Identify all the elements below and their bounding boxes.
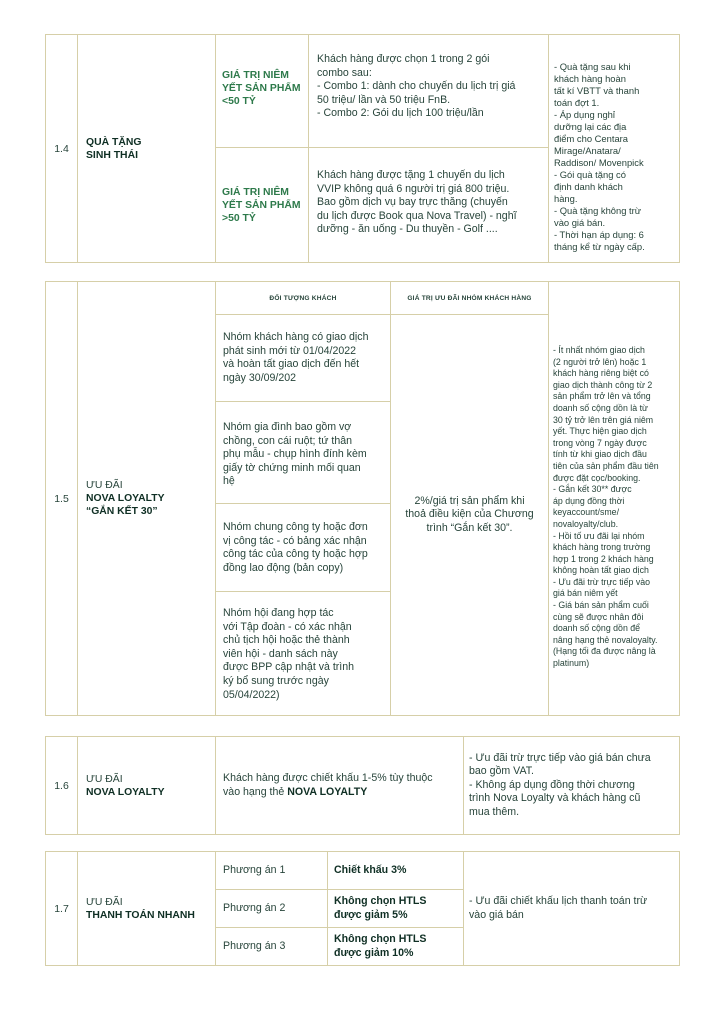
option-1-label: Phương án 1 (223, 863, 286, 876)
row-2-desc: Khách hàng được tặng 1 chuyến du lịch VVIP không quá 6 người trị giá 800 triệu. Bao gồm dịch vụ bay trực thăng (chuyến du lịch được Book qua Nova Travel) - nghĩ dưỡng - ăn uống - Du thuyền - Golf .... (317, 169, 517, 236)
option-2-label: Phương án 2 (223, 901, 286, 914)
group-3-text: Nhóm chung công ty hoặc đơn vị công tác - có bảng xác nhận công tác của công ty hoặc hợp đồng lao động (bản copy) (223, 521, 368, 574)
option-1-value: Chiết khấu 3% (334, 863, 407, 876)
group-value-cell (391, 315, 549, 715)
notes-text: - Ưu đãi trừ trực tiếp vào giá bán chưa bao gồm VAT. - Không áp dụng đồng thời chương trình Nova Loyalty và khách hàng cũ mua thêm. (469, 751, 651, 818)
notes-cell (464, 852, 679, 965)
section-number-cell (46, 35, 78, 262)
desc-line-1: Khách hàng được chiết khấu 1-5% tùy thuộc (223, 771, 433, 784)
group-2-text: Nhóm gia đình bao gồm vợ chồng, con cái ruột; tứ thân phụ mẫu - chụp hình đính kèm giấy tờ chứng minh mối quan hệ (223, 421, 367, 488)
row-1-label-cell (216, 35, 309, 148)
section-title-cell (78, 282, 216, 715)
section-number: 1.6 (54, 779, 69, 792)
option-3-cell (216, 928, 328, 965)
section-title-cell (78, 737, 216, 834)
section-1-5-table (45, 281, 680, 716)
section-number: 1.7 (54, 902, 69, 915)
notes-cell (464, 737, 679, 834)
header-group-value: GIÁ TRỊ ƯU ĐÃI NHÓM KHÁCH HÀNG (407, 294, 532, 302)
option-3-value: Không chọn HTLS được giảm 10% (334, 932, 427, 959)
desc-text (223, 772, 433, 799)
header-target-group: ĐỐI TƯỢNG KHÁCH (269, 294, 337, 302)
notes-text: - Quà tặng sau khi khách hàng hoàn tất kí VBTT và thanh toán đợt 1. - Áp dụng nghỉ dưỡng lại các địa điểm cho Centara Mirage/Anatara/ Raddison/ Movenpick - Gói quà tặng có định danh khách hàng. - Quà tặng không trừ vào giá bán. - Thời hạn áp dụng: 6 tháng kể từ ngày cấp. (554, 61, 645, 252)
row-2-desc-cell (309, 148, 549, 262)
desc-line-2-start: vào hạng thẻ (223, 785, 288, 798)
section-title (86, 773, 165, 799)
option-3-label: Phương án 3 (223, 939, 286, 952)
option-1-cell (216, 852, 328, 890)
notes-cell (549, 315, 679, 715)
header-group-value-cell (391, 282, 549, 315)
section-title-line-3: “GẮN KẾT 30” (86, 506, 158, 517)
group-4-cell (216, 592, 391, 715)
section-number-cell (46, 282, 78, 715)
group-4-text: Nhóm hội đang hợp tác với Tập đoàn - có xác nhận chủ tịch hội hoặc thẻ thành viên hội - danh sách này được BPP cập nhật và trình ký bổ sung trước ngày 05/04/2022) (223, 607, 355, 701)
section-title (86, 136, 141, 162)
section-title-cell (78, 35, 216, 262)
section-title-line-1: ƯU ĐÃI (86, 896, 123, 908)
group-value-text: 2%/giá trị sản phẩm khi thoả điều kiện của Chương trình “Gắn kết 30”. (405, 494, 534, 534)
section-number-cell (46, 852, 78, 965)
section-title-line-1: ƯU ĐÃI (86, 773, 123, 785)
section-number: 1.4 (54, 142, 69, 155)
option-1-value-cell (328, 852, 464, 890)
section-title (86, 479, 165, 518)
section-title-line-2: NOVA LOYALTY (86, 786, 165, 798)
option-2-value-cell (328, 890, 464, 928)
section-title-line-2: SINH THÁI (86, 149, 138, 161)
notes-text: - Ít nhất nhóm giao dịch (2 người trở lên) hoặc 1 khách hàng riêng biệt có giao dịch thành công từ 2 sản phẩm trở lên và tổng doanh số cộng dồn là từ 30 tỷ trở lên trên giá niêm yết. Thực hiện giao dịch trong vòng 7 ngày được tính từ khi giao dịch đầu tiên của sản phẩm đầu tiên được đặt cọc/booking. - Gắn kết 30** được áp dụng đồng thời keyaccount/sme/ novaloyalty/club. - Hồi tố ưu đãi lại nhóm khách hàng trong trường hợp 1 trong 2 khách hàng không hoàn tất giao dịch - Ưu đãi trừ trực tiếp vào giá bán niêm yết - Giá bán sản phẩm cuối cùng sẽ được nhân đôi doanh số cộng dồn để nâng hạng thẻ novaloyalty. (Hạng tối đa được nâng là platinum) (553, 345, 659, 669)
option-3-value-cell (328, 928, 464, 965)
section-number-cell (46, 737, 78, 834)
group-1-text: Nhóm khách hàng có giao dịch phát sinh mới từ 01/04/2022 và hoàn tất giao dịch đến hết ngày 30/09/202 (223, 331, 369, 384)
section-1-6-table (45, 736, 680, 835)
section-title (86, 896, 195, 922)
desc-tier-name: NOVA LOYALTY (287, 785, 368, 798)
option-2-value: Không chọn HTLS được giảm 5% (334, 894, 427, 921)
group-2-cell (216, 402, 391, 504)
section-number: 1.5 (54, 492, 69, 505)
section-title-line-2: NOVA LOYALTY (86, 493, 165, 504)
section-1-4-table (45, 34, 680, 263)
header-target-group-cell (216, 282, 391, 315)
row-1-desc: Khách hàng được chọn 1 trong 2 gói combo sau: - Combo 1: dành cho chuyến du lịch trị giá 50 triệu/ lần và 50 triệu FnB. - Combo 2: Gói du lịch 100 triệu/lần (317, 53, 516, 120)
section-title-line-1: ƯU ĐÃI (86, 480, 123, 491)
desc-line-2 (223, 786, 433, 800)
section-title-line-1: QUÀ TẶNG (86, 136, 142, 148)
row-1-desc-cell (309, 35, 549, 148)
section-title-cell (78, 852, 216, 965)
option-2-cell (216, 890, 328, 928)
group-3-cell (216, 504, 391, 592)
desc-cell (216, 737, 464, 834)
section-1-7-table (45, 851, 680, 966)
row-1-label: GIÁ TRỊ NIÊM YẾT SẢN PHẨM <50 TỶ (222, 70, 301, 107)
row-2-label: GIÁ TRỊ NIÊM YẾT SẢN PHẨM >50 TỶ (222, 187, 301, 224)
row-2-label-cell (216, 148, 309, 262)
notes-cell (549, 35, 679, 262)
section-title-line-2: THANH TOÁN NHANH (86, 909, 195, 921)
group-1-cell (216, 315, 391, 402)
notes-text: - Ưu đãi chiết khấu lịch thanh toán trừ vào giá bán (469, 894, 648, 921)
